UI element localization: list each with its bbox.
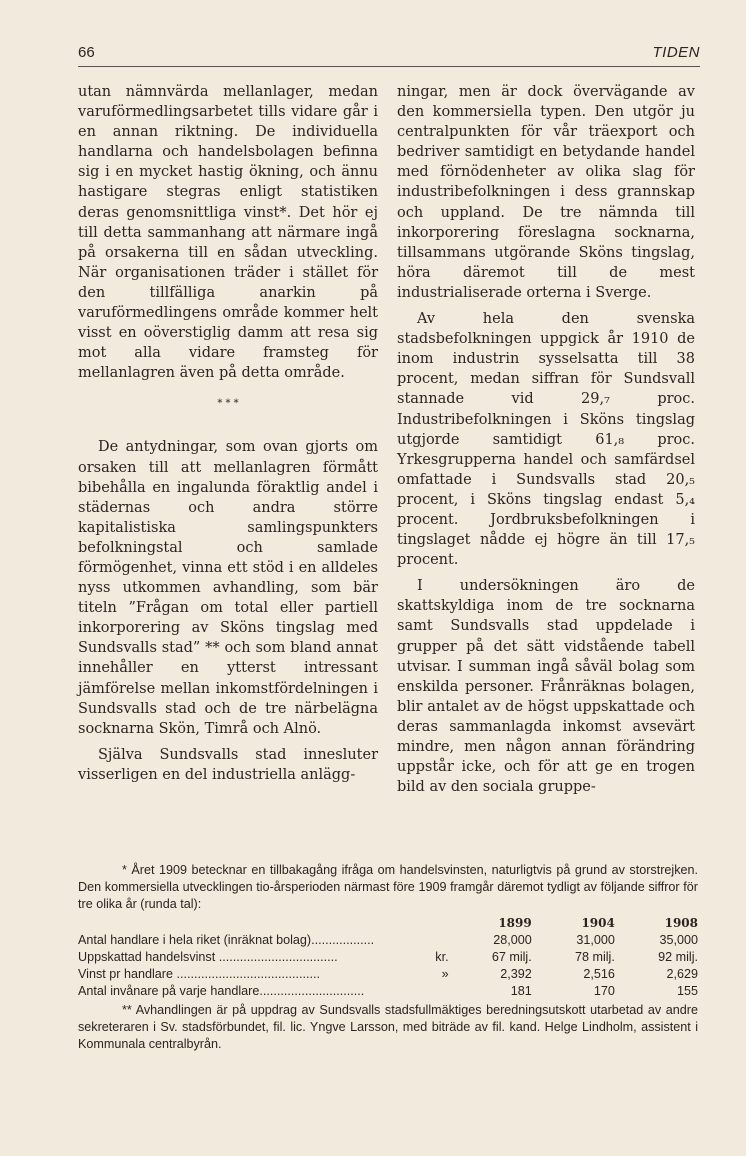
table-cell: 181 xyxy=(510,984,532,998)
section-divider-stars: * * * xyxy=(217,398,239,410)
left-column xyxy=(78,82,378,785)
right-paragraph-1: ningar, men är dock övervägande av den kommersiella typen. Den utgör ju centralpunkten för vår träexport och bedriver samtidigt en betydande handel med förnödenheter av olika slag för industribefolkningen i dess grannskap och uppland. De tre nämnda till inkorporering föreslagna socknarna, tillsammans utgörande Sköns tingslag, höra däremot till de mest industrialiserade orterna i Sverge. xyxy=(397,84,695,301)
table-cell: 2,516 xyxy=(583,967,615,981)
header-rule xyxy=(78,66,700,67)
table-cell: 67 milj. xyxy=(491,950,532,964)
statistics-table xyxy=(78,915,698,1000)
footnote-1: * Året 1909 betecknar en tillbakagång ifråga om handelsvinsten, naturligtvis på grund av storstrejken. Den kommersiella utvecklingen tio-årsperioden närmast före 1909 framgår däremot tydligt av följande siffror för tre olika år (runda tal): xyxy=(78,863,698,911)
footnotes xyxy=(78,862,698,1053)
table-cell: 35,000 xyxy=(659,933,698,947)
row-unit: » xyxy=(441,967,449,981)
row-unit xyxy=(409,983,449,1000)
table-cell: 170 xyxy=(593,984,615,998)
page-header xyxy=(78,44,700,64)
year-header: 1908 xyxy=(664,916,698,930)
year-header: 1904 xyxy=(581,916,615,930)
table-cell: 2,629 xyxy=(666,967,698,981)
table-cell: 92 milj. xyxy=(658,950,698,964)
table-cell: 78 milj. xyxy=(574,950,615,964)
table-cell: 2,392 xyxy=(500,967,532,981)
table-cell: 31,000 xyxy=(576,933,615,947)
left-paragraph-2: De antydningar, som ovan gjorts om orsaken till att mellanlagren förmått bibehålla en ingalunda föraktlig andel i städernas och andra större kapitalistiska samlingspunkters befolkningstal och samlade förmögenhet, vinna ett stöd i en alldeles nyss utkommen avhandling, som bär titeln ”Frågan om total eller partiell inkorporering av Sköns tingslag med Sundsvalls stad” ** och som bland annat innehåller en ytterst intressant jämförelse mellan inkomstfördelningen i Sundsvalls stad och de tre närbelägna socknarna Skön, Timrå och Alnö. xyxy=(78,439,378,737)
table-cell: 28,000 xyxy=(493,933,532,947)
left-paragraph-1: utan nämnvärda mellanlager, medan varuförmedlingsarbetet tills vidare går i en annan riktning. De individuella handlarna och handelsbolagen befinna sig i en mycket hastig ökning, och ännu hastigare stegras enligt statistiken deras genomsnittliga vinst*. Det hör ej till detta sammanhang att närmare ingå på orsakerna till en sådan utveckling. När organisationen träder i stället för den tillfälliga anarkin på varuförmedlingens område kommer helt visst en oöverstiglig damm att resa sig mot alla vidare framsteg för mellanlagren även på detta område. xyxy=(78,84,378,382)
table-header-row xyxy=(78,915,698,932)
row-label: Vinst pr handlare ......................................... xyxy=(78,967,320,981)
row-label: Antal invånare på varje handlare.............................. xyxy=(78,984,365,998)
table-row xyxy=(78,966,698,983)
year-header: 1899 xyxy=(498,916,532,930)
row-unit: kr. xyxy=(435,950,449,964)
row-label: Antal handlare i hela riket (inräknat bolag).................. xyxy=(78,933,375,947)
row-unit xyxy=(409,932,449,949)
page-number: 66 xyxy=(78,44,95,61)
table-row xyxy=(78,949,698,966)
table-row xyxy=(78,983,698,1000)
footnote-2: ** Avhandlingen är på uppdrag av Sundsvalls stadsfullmäktiges beredningsutskott utarbetad av andre sekreteraren i Sv. stadsförbundet, fil. lic. Yngve Larsson, med biträde av fil. kand. Helge Lindholm, assistent i Kommunala centralbyrån. xyxy=(78,1003,698,1051)
right-column xyxy=(397,82,695,797)
right-paragraph-2: Av hela den svenska stadsbefolkningen uppgick år 1910 de inom industrin sysselsatta till 38 procent, medan siffran för Sundsvall stannade vid 29,₇ proc. Industribefolkningen i Sköns tingslag utgjorde samtidigt 61,₈ proc. Yrkesgrupperna handel och samfärdsel omfattade i Sundsvalls stad 20,₅ procent, i Sköns tingslag endast 5,₄ procent. Jordbruksbefolkningen i tingslaget nådde ej högre än till 17,₅ procent. xyxy=(397,311,695,569)
right-paragraph-3: I undersökningen äro de skattskyldiga inom de tre socknarna samt Sundsvalls stad uppdelade i grupper på det sätt vidstående tabell utvisar. I summan ingå såväl bolag som enskilda personer. Frånräknas bolagen, blir antalet av de högst uppskattade och deras sammanlagda inkomst avsevärt mindre, men någon annan förändring uppstår icke, och för att ge en trogen bild av den sociala gruppe- xyxy=(397,578,695,796)
table-row xyxy=(78,932,698,949)
table-cell: 155 xyxy=(676,984,698,998)
journal-title: TIDEN xyxy=(652,44,700,61)
left-paragraph-3: Själva Sundsvalls stad innesluter visserligen en del industriella anlägg- xyxy=(78,746,378,783)
row-label: Uppskattad handelsvinst .................................. xyxy=(78,950,338,964)
